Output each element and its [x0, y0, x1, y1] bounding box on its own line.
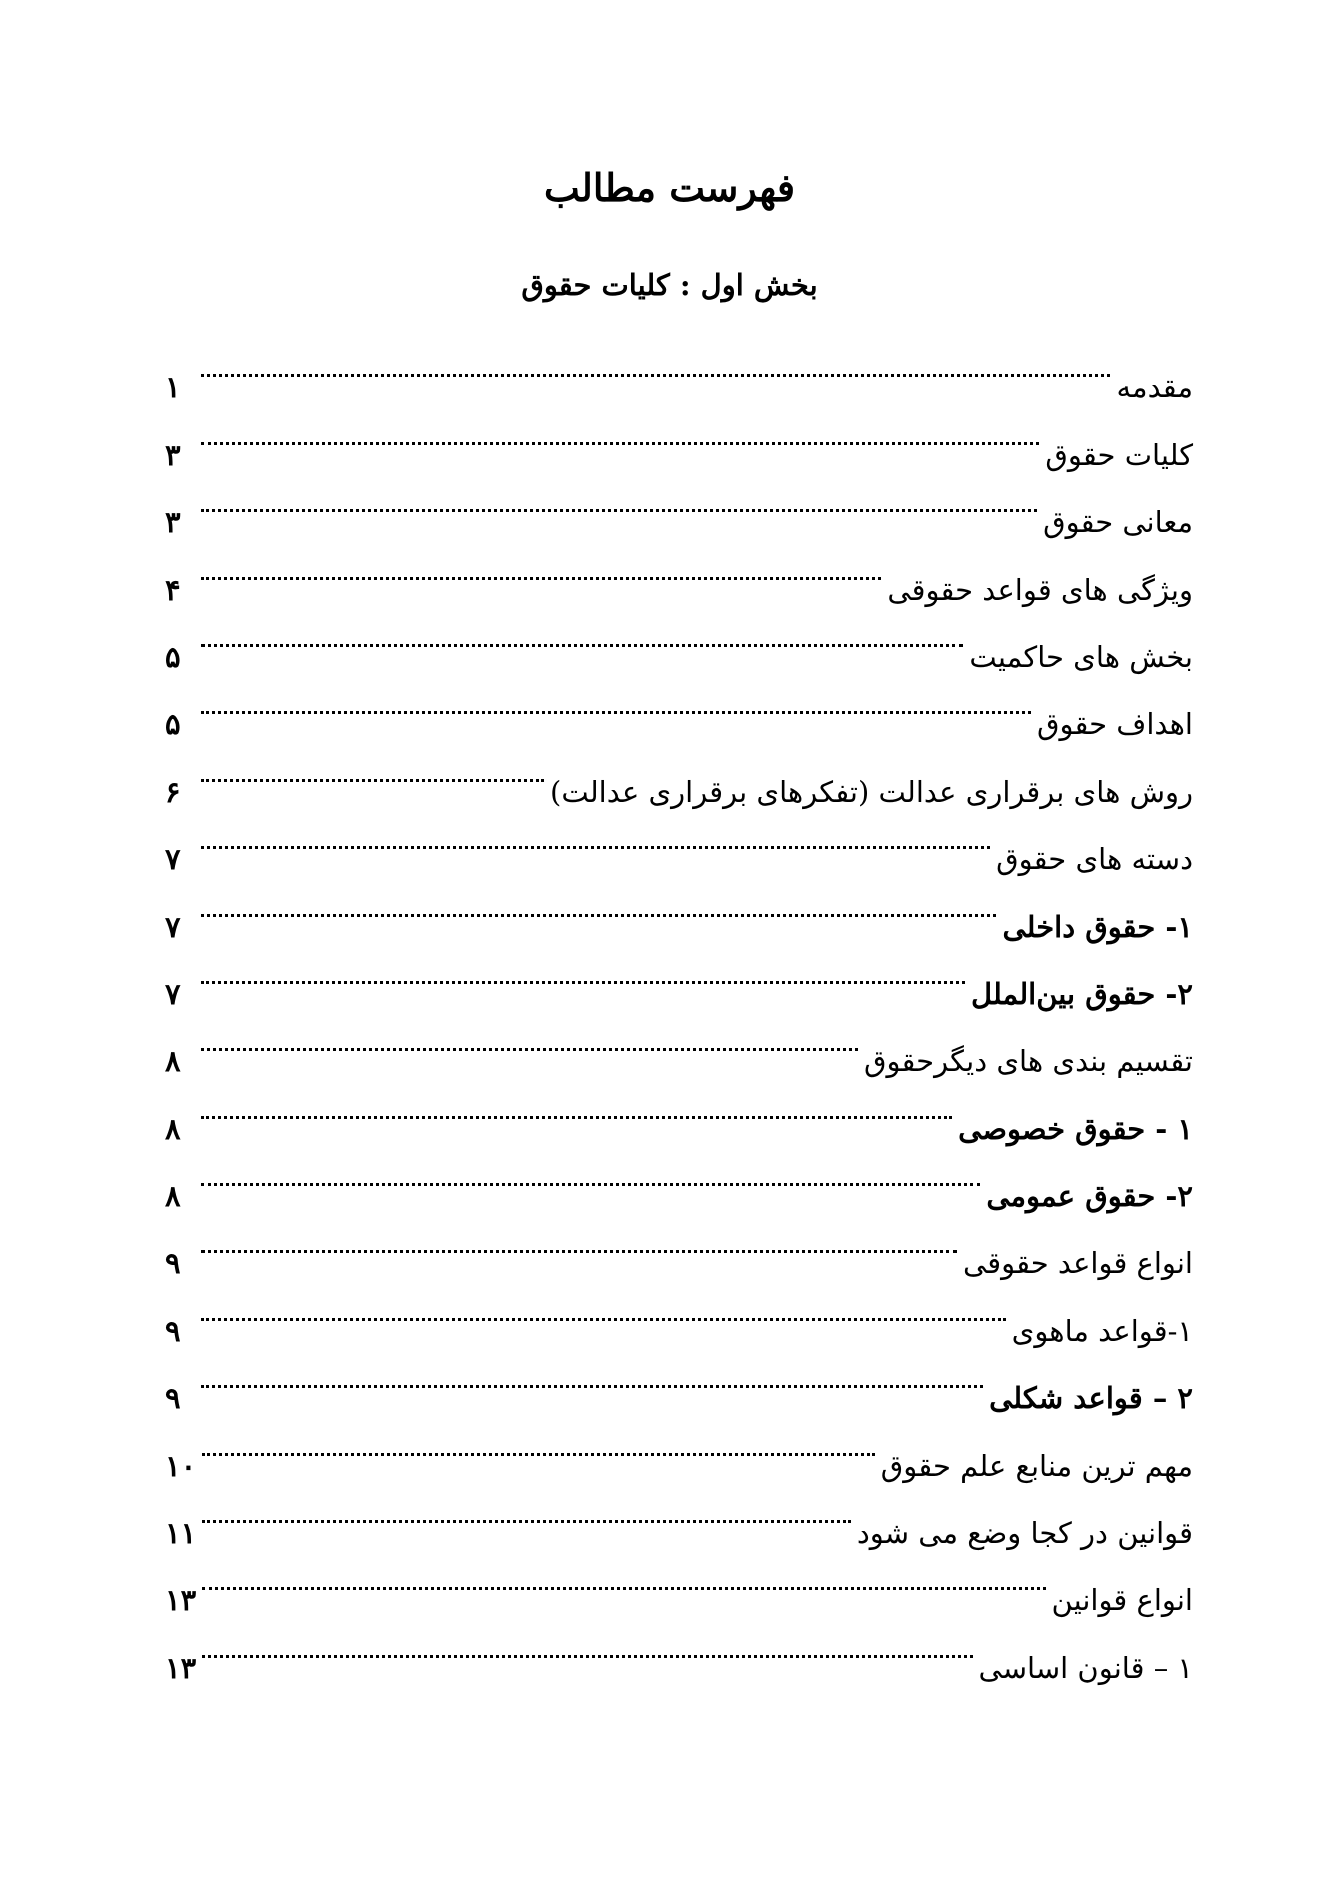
toc-entry-page-number: ۳ — [165, 437, 181, 472]
toc-entry-label: مهم ترین منابع علم حقوق — [880, 1448, 1193, 1483]
dot-leader — [202, 1408, 875, 1475]
toc-entry-page-number: ۷ — [165, 909, 181, 944]
toc-entry-page-number: ۸ — [165, 1179, 181, 1214]
toc-entry-label: ۱ – قانون اساسی — [978, 1650, 1193, 1685]
dot-leader — [201, 937, 965, 1004]
toc-entry-page-number: ۸ — [165, 1111, 181, 1146]
dot-leader — [201, 1273, 1006, 1340]
toc-entry-label: معانی حقوق — [1043, 505, 1193, 540]
toc-entry-label: ۱-قواعد ماهوی — [1011, 1313, 1193, 1348]
toc-entry-page-number: ۹ — [165, 1246, 181, 1281]
dot-leader — [201, 532, 881, 599]
toc-entry-page-number: ۹ — [165, 1381, 181, 1416]
toc-entry-label: انواع قواعد حقوقی — [963, 1246, 1193, 1281]
toc-entry[interactable] — [165, 1543, 1193, 1618]
dot-leader — [201, 1206, 957, 1273]
toc-entry-label: مقدمه — [1116, 370, 1193, 405]
toc-entry-page-number: ۱۳ — [165, 1650, 197, 1685]
toc-entry-label: انواع قوانین — [1051, 1583, 1193, 1618]
toc-entry-label: ۲- حقوق عمومی — [986, 1179, 1193, 1214]
toc-entry-label: ۲- حقوق بین‌الملل — [970, 976, 1193, 1011]
toc-entry-label: ۲ – قواعد شکلی — [989, 1381, 1193, 1416]
toc-entry-page-number: ۸ — [165, 1044, 181, 1079]
toc-entry[interactable] — [165, 397, 1193, 472]
toc-entry[interactable] — [165, 532, 1193, 607]
toc-entry-label: ۱- حقوق داخلی — [1002, 909, 1193, 944]
dot-leader — [202, 1476, 851, 1543]
dot-leader — [201, 330, 1110, 397]
toc-entry-page-number: ۷ — [165, 976, 181, 1011]
dot-leader — [201, 1139, 980, 1206]
section-heading: بخش اول : کلیات حقوق — [521, 268, 818, 302]
toc-entry-label: تقسیم بندی های دیگرحقوق — [864, 1044, 1193, 1079]
dot-leader — [201, 734, 544, 801]
dot-leader — [201, 397, 1039, 464]
toc-entry-label: روش های برقراری عدالت (تفکرهای برقراری عدالت) — [550, 774, 1193, 809]
toc-entry-label: کلیات حقوق — [1045, 437, 1193, 472]
dot-leader — [201, 1004, 858, 1071]
toc-entry-label: ویژگی های قواعد حقوقی — [887, 572, 1193, 607]
dot-leader — [201, 1071, 952, 1138]
toc-entry-page-number: ۱۳ — [165, 1583, 197, 1618]
toc-entry-label: دسته های حقوق — [996, 842, 1193, 877]
dot-leader — [201, 802, 990, 869]
toc-entry-page-number: ۷ — [165, 842, 181, 877]
dot-leader — [201, 667, 1031, 734]
toc-entry-page-number: ۱۰ — [165, 1448, 197, 1483]
toc-entry[interactable] — [165, 330, 1193, 405]
toc-entry-page-number: ۱ — [165, 370, 181, 405]
toc-entry-label: قوانین در کجا وضع می شود — [856, 1516, 1193, 1551]
dot-leader — [202, 1610, 972, 1677]
toc-entry-label: اهداف حقوق — [1037, 707, 1193, 742]
toc-entry[interactable] — [165, 1610, 1193, 1685]
toc-entry[interactable] — [165, 465, 1193, 540]
toc-entry-page-number: ۴ — [165, 572, 181, 607]
toc-entry-page-number: ۶ — [165, 774, 181, 809]
toc-entry-page-number: ۱۱ — [165, 1516, 197, 1551]
table-of-contents — [165, 330, 1193, 1685]
toc-entry-page-number: ۳ — [165, 505, 181, 540]
dot-leader — [201, 600, 963, 667]
dot-leader — [201, 1341, 983, 1408]
dot-leader — [201, 465, 1037, 532]
toc-entry-page-number: ۵ — [165, 639, 181, 674]
toc-entry-label: ۱ - حقوق خصوصی — [958, 1111, 1193, 1146]
toc-entry-page-number: ۵ — [165, 707, 181, 742]
toc-entry-page-number: ۹ — [165, 1313, 181, 1348]
page-title: فهرست مطالب — [543, 165, 796, 210]
dot-leader — [202, 1543, 1045, 1610]
dot-leader — [201, 869, 996, 936]
toc-entry-label: بخش های حاکمیت — [969, 639, 1193, 674]
